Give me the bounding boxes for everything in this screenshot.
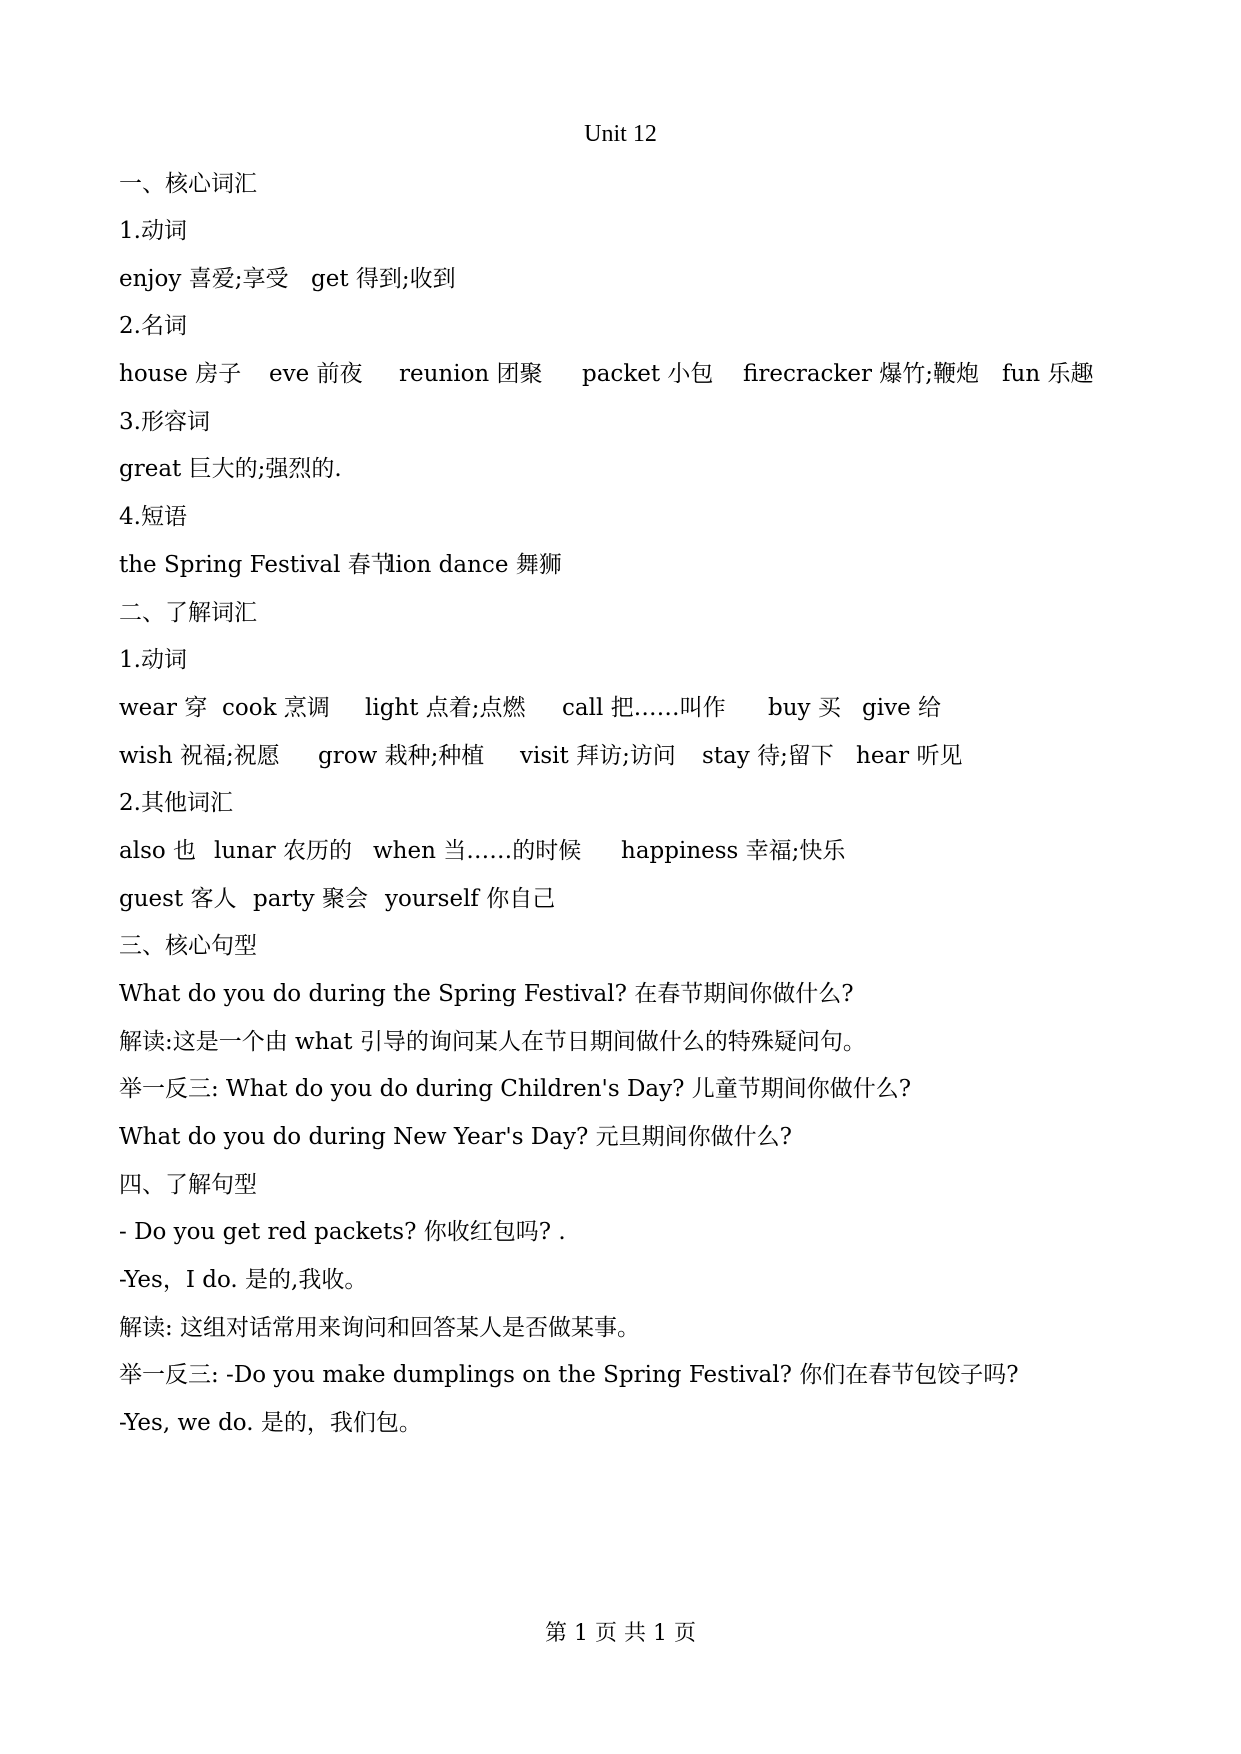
sentence-line: -Yes, we do. 是的，我们包。 bbox=[119, 1410, 422, 1436]
vocab-item: when 当……的时候 bbox=[373, 838, 582, 864]
vocab-item: firecracker 爆竹;鞭炮 bbox=[743, 361, 980, 387]
sentence-line: -Yes，I do. 是的,我收。 bbox=[119, 1267, 368, 1293]
vocab-item: visit 拜访;访问 bbox=[520, 743, 676, 769]
vocab-item: eve 前夜 bbox=[269, 361, 363, 387]
sentence-line: 解读: 这组对话常用来询问和回答某人是否做某事。 bbox=[119, 1315, 641, 1341]
verbs-label: 1.动词 bbox=[119, 647, 187, 673]
vocab-item: reunion 团聚 bbox=[399, 361, 543, 387]
vocab-item: wish 祝福;祝愿 bbox=[119, 743, 280, 769]
vocab-item: cook 烹调 bbox=[222, 695, 330, 721]
vocab-item: buy 买 bbox=[768, 695, 841, 721]
vocab-item: enjoy 喜爱;享受 bbox=[119, 266, 289, 292]
vocab-item: the Spring Festival 春节 bbox=[119, 552, 394, 578]
phrases-label: 4.短语 bbox=[119, 504, 187, 530]
vocab-item: give 给 bbox=[862, 695, 941, 721]
sentence-line: What do you do during the Spring Festival? 在春节期间你做什么? bbox=[119, 981, 854, 1007]
vocab-item: call 把……叫作 bbox=[562, 695, 726, 721]
vocab-item: stay 待;留下 bbox=[702, 743, 834, 769]
adjectives-label: 3.形容词 bbox=[119, 409, 210, 435]
sentence-line: - Do you get red packets? 你收红包吗? . bbox=[119, 1219, 566, 1245]
page-footer: 第 1 页 共 1 页 bbox=[545, 1621, 696, 1646]
vocab-item: wear 穿 bbox=[119, 695, 208, 721]
vocab-item: party 聚会 bbox=[253, 886, 368, 912]
vocab-item: fun 乐趣 bbox=[1002, 361, 1094, 387]
vocab-item: guest 客人 bbox=[119, 886, 237, 912]
vocab-item: grow 栽种;种植 bbox=[318, 743, 485, 769]
sentence-line: 解读:这是一个由 what 引导的询问某人在节日期间做什么的特殊疑问句。 bbox=[119, 1029, 866, 1055]
vocab-item: happiness 幸福;快乐 bbox=[621, 838, 846, 864]
vocab-item: packet 小包 bbox=[582, 361, 714, 387]
vocab-item: get 得到;收到 bbox=[311, 266, 456, 292]
sentence-line: 举一反三: -Do you make dumplings on the Spring Festival? 你们在春节包饺子吗? bbox=[119, 1362, 1019, 1388]
vocab-item: hear 听见 bbox=[856, 743, 963, 769]
vocab-item: house 房子 bbox=[119, 361, 242, 387]
section-heading-core-sentences: 三、核心句型 bbox=[119, 933, 257, 959]
vocab-item: also 也 bbox=[119, 838, 197, 864]
other-vocab-label: 2.其他词汇 bbox=[119, 790, 233, 816]
vocab-item: yourself 你自己 bbox=[385, 886, 556, 912]
sentence-line: What do you do during New Year's Day? 元旦期间你做什么? bbox=[119, 1124, 792, 1150]
section-heading-extra-vocab: 二、了解词汇 bbox=[119, 600, 257, 626]
sentence-line: 举一反三: What do you do during Children's Day? 儿童节期间你做什么? bbox=[119, 1076, 912, 1102]
vocab-item: light 点着;点燃 bbox=[365, 695, 526, 721]
nouns-label: 2.名词 bbox=[119, 313, 187, 339]
verbs-label: 1.动词 bbox=[119, 218, 187, 244]
section-heading-extra-sentences: 四、了解句型 bbox=[119, 1172, 257, 1198]
vocab-item: lunar 农历的 bbox=[214, 838, 352, 864]
page-title: Unit 12 bbox=[584, 121, 657, 147]
vocab-item: great 巨大的;强烈的. bbox=[119, 456, 342, 482]
vocab-item: lion dance 舞狮 bbox=[388, 552, 562, 578]
section-heading-core-vocab: 一、核心词汇 bbox=[119, 171, 257, 197]
